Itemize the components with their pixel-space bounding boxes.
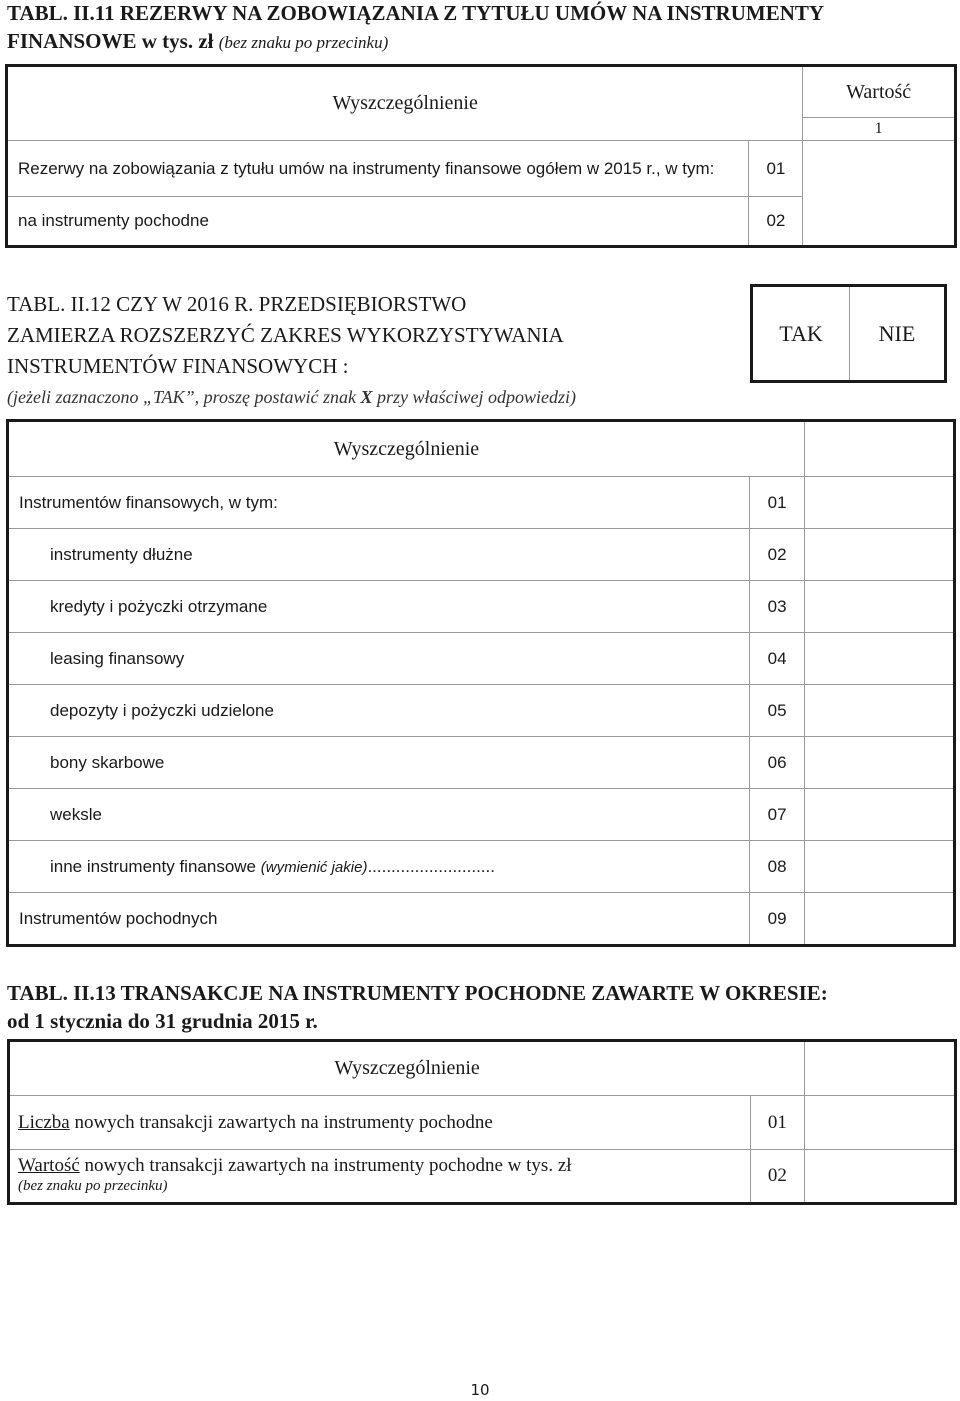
tab12-row-02-code: 02 <box>750 529 805 581</box>
tab12-row-06-value[interactable] <box>805 737 955 789</box>
tab12-row-08-dots: ........................... <box>367 856 495 876</box>
tab12-row-08-note: (wymienić jakie) <box>260 858 368 876</box>
tab12-row-04-code: 04 <box>750 633 805 685</box>
tab12-row-03-label: kredyty i pożyczki otrzymane <box>8 581 750 633</box>
tab11-table <box>5 64 957 248</box>
tab12-table <box>6 419 956 947</box>
tab12-row-04-value[interactable] <box>805 633 955 685</box>
tab12-row-06-label: bony skarbowe <box>8 737 750 789</box>
tab13-row-01-underlined: Liczba <box>18 1111 70 1133</box>
tab12-row-01-value[interactable] <box>805 477 955 529</box>
tab13-header-empty <box>805 1041 956 1096</box>
tab12-title-line3: INSTRUMENTÓW FINANSOWYCH : <box>7 354 349 378</box>
tab13-row-01-code: 01 <box>750 1096 805 1150</box>
tab13-row-01-value[interactable] <box>805 1096 956 1150</box>
tab13-row-01-rest: nowych transakcji zawartych na instrumenty pochodne <box>69 1111 493 1133</box>
tab12-row-08-cell <box>8 841 750 893</box>
no-option[interactable]: NIE <box>850 286 946 382</box>
tab12-note-pre: (jeżeli zaznaczono „TAK”, proszę postawić znak <box>7 387 361 407</box>
tab12-row-02-label: instrumenty dłużne <box>8 529 750 581</box>
tab12-row-01-label: Instrumentów finansowych, w tym: <box>8 477 750 529</box>
tab13-table <box>7 1039 957 1205</box>
tab11-row-01-code: 01 <box>749 141 803 197</box>
tab12-header-empty <box>805 421 955 477</box>
tab13-title <box>7 979 828 1035</box>
tab13-title-line2: od 1 stycznia do 31 grudnia 2015 r. <box>7 1009 318 1033</box>
tab12-row-01-code: 01 <box>750 477 805 529</box>
tab12-title <box>7 289 564 382</box>
tab12-row-07-label: weksle <box>8 789 750 841</box>
tab12-row-06-code: 06 <box>750 737 805 789</box>
tab12-row-07-value[interactable] <box>805 789 955 841</box>
tab13-row-01-cell <box>9 1096 751 1150</box>
tab12-row-03-code: 03 <box>750 581 805 633</box>
tab12-row-08-code: 08 <box>750 841 805 893</box>
tab11-title-line1: TABL. II.11 REZERWY NA ZOBOWIĄZANIA Z TYTUŁU UMÓW NA INSTRUMENTY <box>7 1 825 25</box>
tab12-title-line2: ZAMIERZA ROZSZERZYĆ ZAKRES WYKORZYSTYWANIA <box>7 323 564 347</box>
tab11-value-header <box>803 66 956 141</box>
tab11-row-01-value[interactable] <box>803 141 956 247</box>
tab12-note-x: X <box>360 387 373 407</box>
tab11-header-label: Wyszczególnienie <box>7 66 803 141</box>
tab12-header-label: Wyszczególnienie <box>8 421 805 477</box>
tab13-row-02-rest: nowych transakcji zawartych na instrumenty pochodne w tys. zł <box>79 1155 572 1176</box>
tab11-title-line2 <box>7 27 824 57</box>
tab12-row-03-value[interactable] <box>805 581 955 633</box>
tab11-row-01-label: Rezerwy na zobowiązania z tytułu umów na instrumenty finansowe ogółem w 2015 r., w tym: <box>7 141 749 197</box>
page-number: 10 <box>470 1381 490 1399</box>
tab12-row-02-value[interactable] <box>805 529 955 581</box>
tab13-row-02-line <box>18 1156 750 1176</box>
tab13-header-label: Wyszczególnienie <box>9 1041 805 1096</box>
tab12-row-08-label: inne instrumenty finansowe <box>50 856 257 876</box>
tab12-row-08-value[interactable] <box>805 841 955 893</box>
tab11-row-02-code: 02 <box>749 197 803 247</box>
tab12-row-09-value[interactable] <box>805 893 955 946</box>
tab12-row-05-label: depozyty i pożyczki udzielone <box>8 685 750 737</box>
tab13-row-02-cell <box>9 1150 751 1204</box>
tab12-row-09-label: Instrumentów pochodnych <box>8 893 750 946</box>
tab11-title-main: FINANSOWE w tys. zł <box>7 29 214 53</box>
tab12-row-09-code: 09 <box>750 893 805 946</box>
tab11-row-02-label: na instrumenty pochodne <box>7 197 749 247</box>
tab12-title-line1: TABL. II.12 CZY W 2016 R. PRZEDSIĘBIORSTWO <box>7 292 467 316</box>
yes-option[interactable]: TAK <box>752 286 850 382</box>
tab12-row-05-code: 05 <box>750 685 805 737</box>
tab13-row-02-value[interactable] <box>805 1150 956 1204</box>
tab12-row-05-value[interactable] <box>805 685 955 737</box>
tab11-value-col-number: 1 <box>803 117 954 140</box>
tab12-row-07-code: 07 <box>750 789 805 841</box>
tab13-title-line1: TABL. II.13 TRANSAKCJE NA INSTRUMENTY POCHODNE ZAWARTE W OKRESIE: <box>7 981 828 1005</box>
tab11-title-note: (bez znaku po przecinku) <box>218 33 389 52</box>
tab12-row-04-label: leasing finansowy <box>8 633 750 685</box>
tab12-note <box>7 387 576 408</box>
tab13-row-02-underlined: Wartość <box>18 1155 80 1176</box>
tab11-header-value: Wartość <box>846 81 912 103</box>
tab13-row-02-code: 02 <box>750 1150 805 1204</box>
tab11-title <box>7 0 824 57</box>
tab12-note-post: przy właściwej odpowiedzi) <box>372 387 577 407</box>
yes-no-box <box>750 284 947 383</box>
tab13-row-02-note: (bez znaku po przecinku) <box>18 1178 168 1194</box>
